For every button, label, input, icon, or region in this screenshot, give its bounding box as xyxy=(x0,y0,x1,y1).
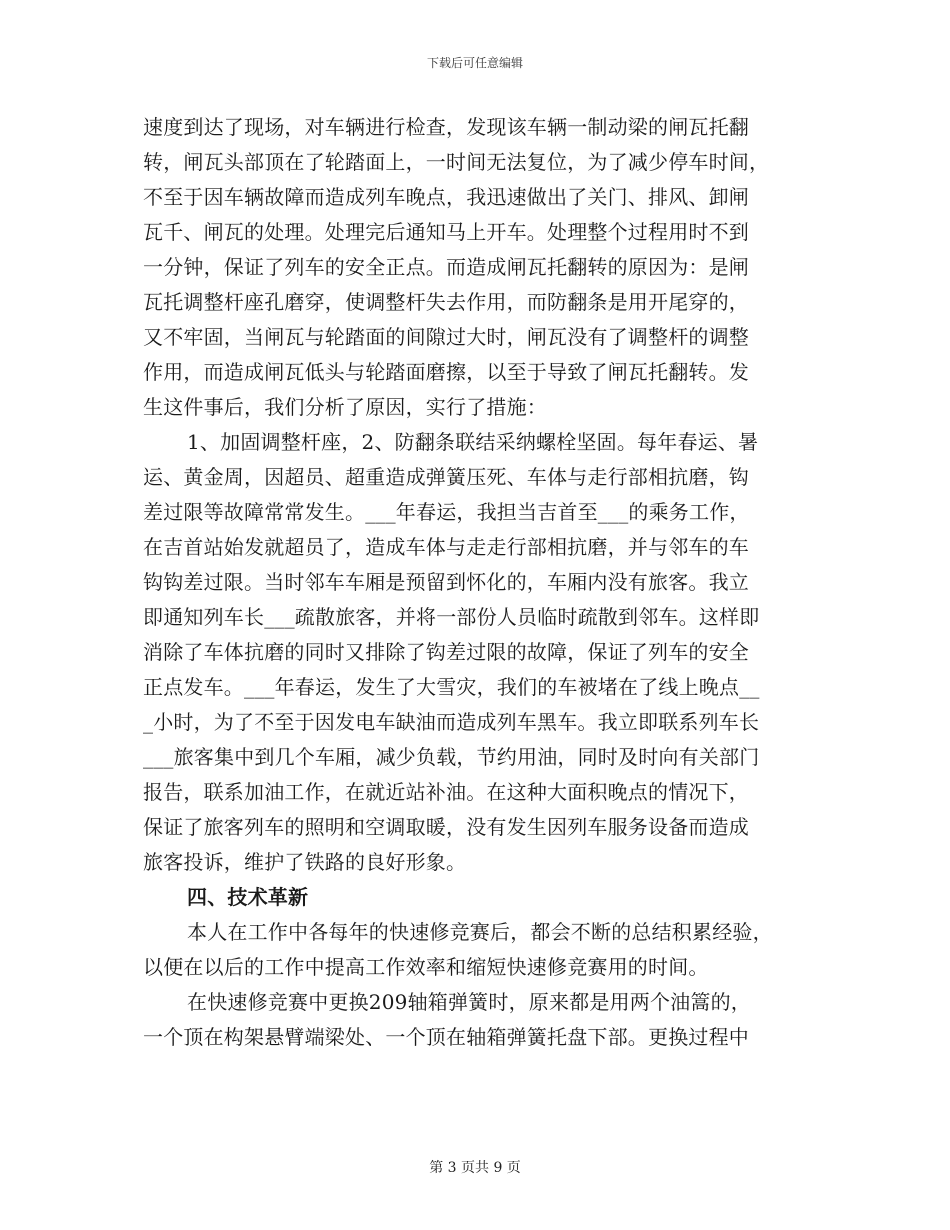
text-line: 速度到达了现场，对车辆进行检查，发现该车辆一制动梁的闸瓦托翻 xyxy=(143,115,749,139)
text-line: 消除了车体抗磨的同时又排除了钩差过限的故障，保证了列车的安全 xyxy=(143,640,749,664)
text-line: 转，闸瓦头部顶在了轮踏面上，一时间无法复位，为了减少停车时间， xyxy=(143,150,770,174)
section-heading: 四、技术革新 xyxy=(187,885,309,909)
page-header: 下载后可任意编辑 xyxy=(426,56,523,70)
text-line: 本人在工作中各每年的快速修竞赛后，都会不断的总结积累经验， xyxy=(187,920,773,944)
document-body xyxy=(143,110,803,1055)
page-footer: 第 3 页共 9 页 xyxy=(429,1160,521,1176)
text-line: 一分钟，保证了列车的安全正点。而造成闸瓦托翻转的原因为：是闸 xyxy=(143,255,749,279)
text-line: 在吉首站始发就超员了，造成车体与走走行部相抗磨，并与邻车的车 xyxy=(143,535,749,559)
text-line: _小时，为了不至于因发电车缺油而造成列车黑车。我立即联系列车长 xyxy=(143,710,760,734)
text-line: 报告，联系加油工作，在就近站补油。在这种大面积晚点的情况下， xyxy=(143,780,749,804)
text-line: 即通知列车长___疏散旅客，并将一部份人员临时疏散到邻车。这样即 xyxy=(143,605,760,629)
text-line: 以便在以后的工作中提高工作效率和缩短快速修竞赛用的时间。 xyxy=(143,955,709,979)
text-line: 不至于因车辆故障而造成列车晚点，我迅速做出了关门、排风、卸闸 xyxy=(143,185,749,209)
text-line: 在快速修竞赛中更换209轴箱弹簧时，原来都是用两个油篙的， xyxy=(187,990,751,1014)
text-line: 作用，而造成闸瓦低头与轮踏面磨擦，以至于导致了闸瓦托翻转。发 xyxy=(143,360,749,384)
text-line: 瓦千、闸瓦的处理。处理完后通知马上开车。处理整个过程用时不到 xyxy=(143,220,749,244)
text-line: 差过限等故障常常发生。___年春运，我担当吉首至___的乘务工作， xyxy=(143,500,750,524)
text-line: 旅客投诉，维护了铁路的良好形象。 xyxy=(143,850,467,874)
text-line: ___旅客集中到几个车厢，减少负载，节约用油，同时及时向有关部门 xyxy=(143,745,760,769)
text-line: 运、黄金周，因超员、超重造成弹簧压死、车体与走行部相抗磨，钩 xyxy=(143,465,749,489)
text-line: 又不牢固，当闸瓦与轮踏面的间隙过大时，闸瓦没有了调整杆的调整 xyxy=(143,325,749,349)
text-line: 一个顶在构架悬臂端梁处、一个顶在轴箱弹簧托盘下部。更换过程中 xyxy=(143,1025,749,1049)
text-line: 1、加固调整杆座，2、防翻条联结采纳螺栓坚固。每年春运、暑 xyxy=(187,430,759,454)
text-line: 生这件事后，我们分析了原因，实行了措施： xyxy=(143,395,547,419)
text-line: 保证了旅客列车的照明和空调取暖，没有发生因列车服务设备而造成 xyxy=(143,815,749,839)
text-line: 瓦托调整杆座孔磨穿，使调整杆失去作用，而防翻条是用开尾穿的， xyxy=(143,290,749,314)
text-line: 正点发车。___年春运，发生了大雪灾，我们的车被堵在了线上晚点__ xyxy=(143,675,760,699)
text-line: 钩钩差过限。当时邻车车厢是预留到怀化的，车厢内没有旅客。我立 xyxy=(143,570,749,594)
